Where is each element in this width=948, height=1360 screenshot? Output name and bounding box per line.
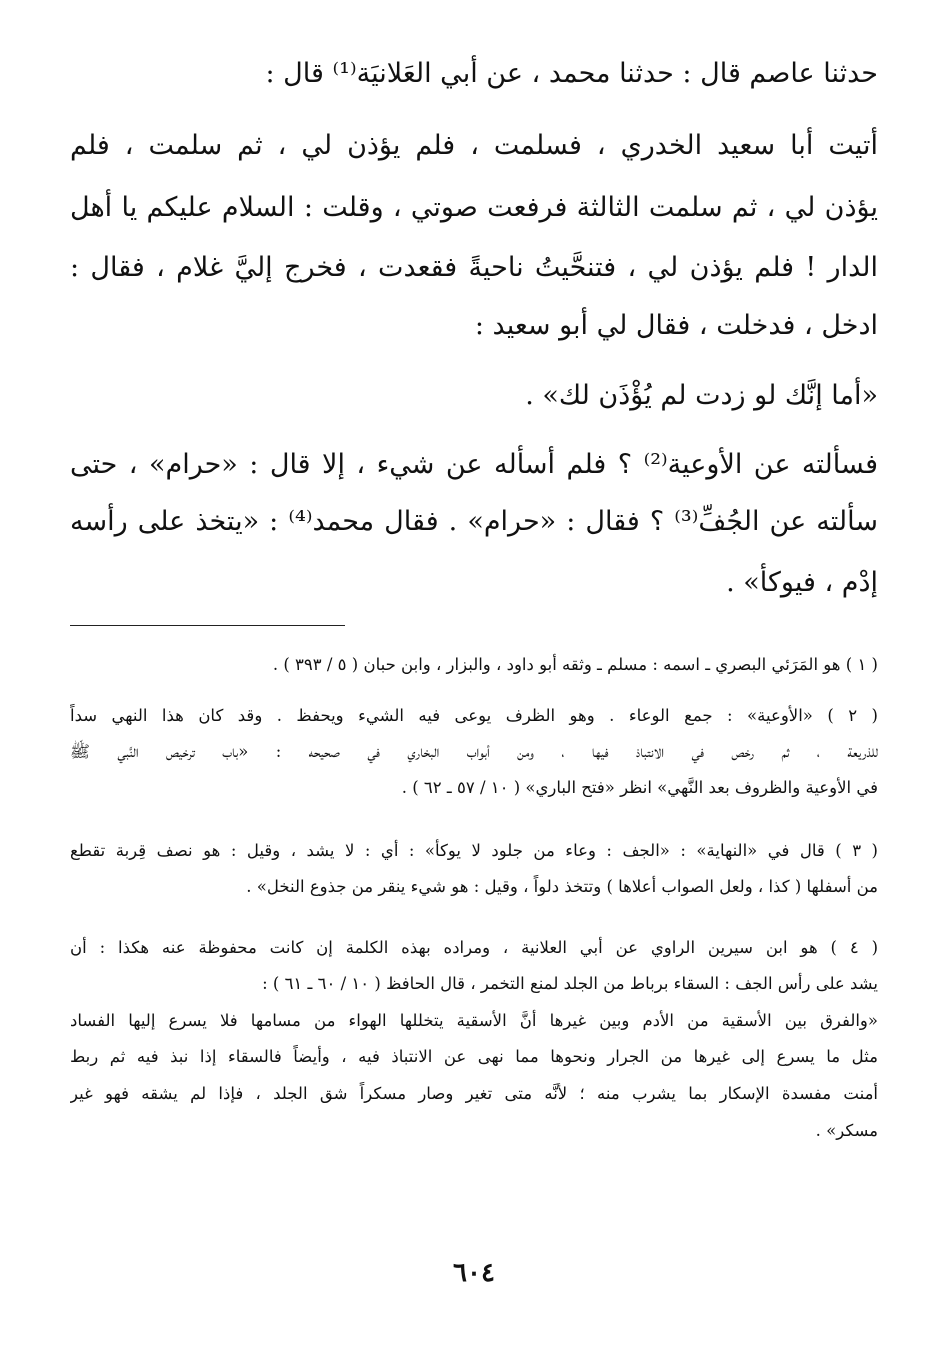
footnote-2-line: للذريعة ، ثم رخص في الانتباذ فيها ، ومن أبواب البخاري في صحيحه : «باب ترخيص النَّبي ﷺ xyxy=(70,742,878,761)
book-page xyxy=(70,0,878,1360)
footnote-separator xyxy=(70,625,345,626)
page-number: ٦٠٤ xyxy=(453,1258,495,1288)
footnote-1: ( ١ ) هو المَرَئي البصري ـ اسمه : مسلم ـ وثقه أبو داود ، والبزار ، وابن حبان ( ٥ / ٣٩٣ ) . xyxy=(272,655,878,674)
paragraph-line: أتيت أبا سعيد الخدري ، فسلمت ، فلم يؤذن لي ، ثم سلمت ، فلم xyxy=(70,130,878,161)
footnote-3-line: ( ٣ ) قال في «النهاية» : «الجف : وعاء من جلود لا يوكأ» : أي : لا يشد ، وقيل : هو نصف قِربة تقطع xyxy=(70,841,878,860)
footnote-4-line: «والفرق بين الأسقية من الأدم وبين غيرها أنَّ الأسقية يتخللها الهواء من مسامها فلا يسرع إليها الفساد xyxy=(70,1011,878,1030)
footnote-4-line: يشد على رأس الجف : السقاء برباط من الجلد لمنع التخمر ، قال الحافظ ( ١٠ / ٦٠ ـ ٦١ ) : xyxy=(262,974,878,993)
paragraph-line: سألته عن الجُفِّ⁽³⁾ ؟ فقال : «حرام» . فقال محمد⁽⁴⁾ : «يتخذ على رأسه xyxy=(70,506,878,537)
footnote-4-line: مسكر» . xyxy=(815,1121,878,1140)
paragraph-line: الدار ! فلم يؤذن لي ، فتنحَّيتُ ناحيةً فقعدت ، فخرج إليَّ غلام ، فقال : xyxy=(70,252,878,283)
footnote-4-line: ( ٤ ) هو ابن سيرين الراوي عن أبي العلانية ، ومراده بهذه الكلمة إن كانت محفوظة عنه هكذا : أن xyxy=(70,938,878,957)
hadith-quote: «أما إنَّك لو زدت لم يُؤْذَن لك» . xyxy=(525,380,878,411)
footnote-2-line: ( ٢ ) «الأوعية» : جمع الوعاء . وهو الظرف يوعى فيه الشيء ويحفظ . وقد كان هذا النهي سداً xyxy=(70,706,878,725)
paragraph-line: ادخل ، فدخلت ، فقال لي أبو سعيد : xyxy=(474,310,878,341)
isnad-line: حدثنا عاصم قال : حدثنا محمد ، عن أبي العَلانيَة⁽¹⁾ قال : xyxy=(265,58,878,89)
paragraph-line: إدْم ، فيوكأ» . xyxy=(726,567,878,598)
footnote-4-line: أمنت مفسدة الإسكار بما يشرب منه ؛ لأنَّه متى تغير وصار مسكراً شق الجلد ، فإذا لم يشقه فهو غير xyxy=(70,1084,878,1103)
footnote-3-line: من أسفلها ( كذا ، ولعل الصواب أعلاها ) وتتخذ دلواً ، وقيل : هو شيء ينقر من جذوع النخل» . xyxy=(246,877,878,896)
paragraph-line: يؤذن لي ، ثم سلمت الثالثة فرفعت صوتي ، وقلت : السلام عليكم يا أهل xyxy=(70,192,878,223)
footnote-4-line: مثل ما يسرع إلى غيرها من الجرار ونحوها مما نهى عن الانتباذ فيه ، وأيضاً فالسقاء إذا نبذ فيه ثم ربط xyxy=(70,1047,878,1066)
paragraph-line: فسألته عن الأوعية⁽²⁾ ؟ فلم أسأله عن شيء ، إلا قال : «حرام» ، حتى xyxy=(70,449,878,480)
footnote-2-line: في الأوعية والظروف بعد النَّهي» انظر «فتح الباري» ( ١٠ / ٥٧ ـ ٦٢ ) . xyxy=(401,778,878,797)
